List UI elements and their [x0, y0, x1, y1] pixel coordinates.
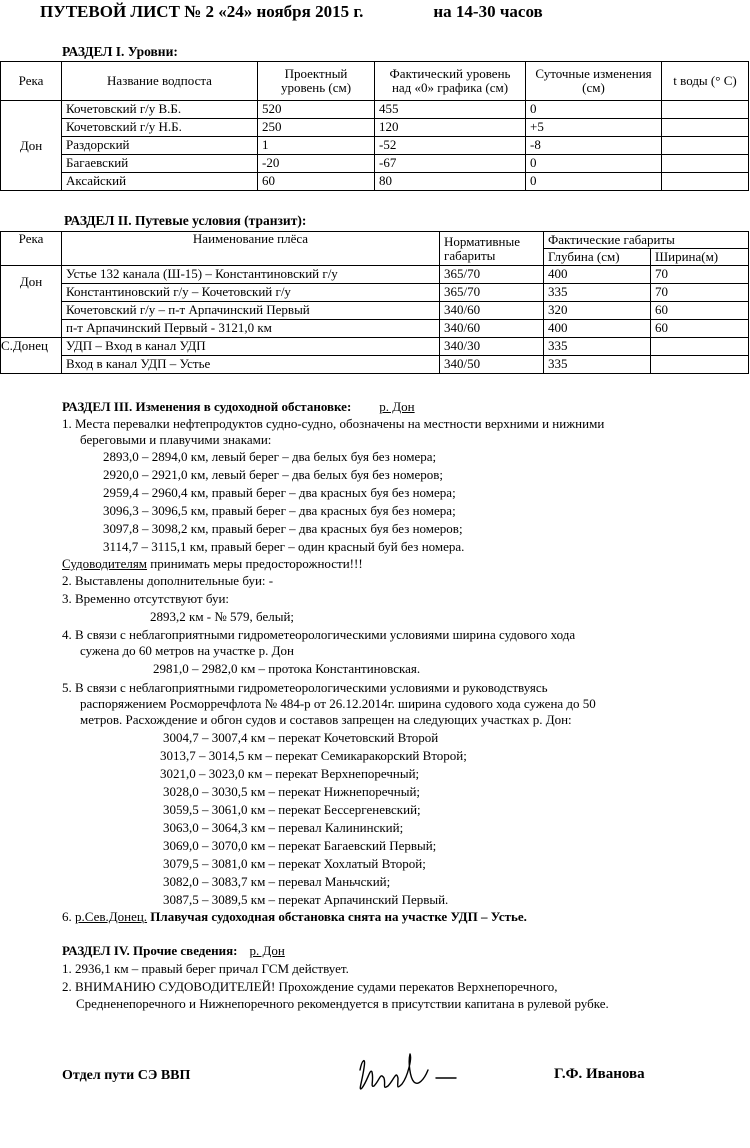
stretch-name: Устье 132 канала (Ш-15) – Константиновский г/у	[62, 266, 440, 284]
levels-header-row	[1, 62, 749, 101]
list-item: 3004,7 – 3007,4 км – перекат Кочетовский Второй	[163, 730, 439, 745]
design-level: 250	[258, 119, 375, 137]
width: 70	[651, 266, 749, 284]
list-item: 2981,0 – 2982,0 км – протока Константиновская.	[153, 661, 421, 676]
title-text: ПУТЕВОЙ ЛИСТ № 2 «24» ноября 2015 г.	[40, 2, 364, 21]
depth: 335	[544, 284, 651, 302]
normative: 340/50	[440, 356, 544, 374]
table-row	[1, 302, 749, 320]
s3-item5-line3: метров. Расхождение и обгон судов и составов запрещен на следующих участках р. Дон:	[80, 712, 572, 727]
table-row	[1, 284, 749, 302]
actual-level: 80	[375, 173, 526, 191]
title-time: на 14-30 часов	[433, 2, 543, 21]
list-item: 2893,2 км - № 579, белый;	[150, 609, 295, 624]
col-normative: Нормативные габариты	[440, 232, 544, 266]
col-design-level: Проектный уровень (см)	[258, 62, 375, 101]
width: 70	[651, 284, 749, 302]
actual-level: 120	[375, 119, 526, 137]
s3-item2: 2. Выставлены дополнительные буи: -	[62, 573, 274, 588]
station-name: Раздорский	[62, 137, 258, 155]
depth: 335	[544, 356, 651, 374]
s3-item4-line1: 4. В связи с неблагоприятными гидрометеорологическими условиями ширина судового хода	[62, 627, 576, 642]
stretch-name: Вход в канал УДП – Устье	[62, 356, 440, 374]
col-river: Река	[1, 62, 62, 101]
daily-change: 0	[526, 101, 662, 119]
daily-change: 0	[526, 155, 662, 173]
station-name: Кочетовский г/у Н.Б.	[62, 119, 258, 137]
depth: 335	[544, 338, 651, 356]
table-row	[1, 266, 749, 284]
list-item: 3021,0 – 3023,0 км – перекат Верхнепоречный;	[160, 766, 420, 781]
s3-item1-line2: береговыми и плавучими знаками:	[80, 432, 272, 447]
signer-name: Г.Ф. Иванова	[554, 1066, 645, 1082]
river-cell: Дон	[1, 266, 62, 338]
normative: 340/30	[440, 338, 544, 356]
list-item: 3028,0 – 3030,5 км – перекат Нижнепоречный;	[163, 784, 421, 799]
s3-item6-text: Плавучая судоходная обстановка снята на участке УДП – Устье.	[147, 909, 527, 924]
caution-word: Судоводителям	[62, 556, 148, 571]
water-temp	[662, 119, 749, 137]
list-item: 3059,5 – 3061,0 км – перекат Бессергеневский;	[163, 802, 421, 817]
col-depth: Глубина (см)	[544, 249, 651, 266]
caution-rest: принимать меры предосторожности!!!	[147, 556, 363, 571]
daily-change: 0	[526, 173, 662, 191]
design-level: 1	[258, 137, 375, 155]
col-daily-change: Суточные изменения (см)	[526, 62, 662, 101]
actual-level: -52	[375, 137, 526, 155]
table-row	[1, 155, 749, 173]
section4-river: р. Дон	[249, 943, 285, 958]
design-level: 60	[258, 173, 375, 191]
depth: 400	[544, 320, 651, 338]
normative: 365/70	[440, 266, 544, 284]
normative: 340/60	[440, 302, 544, 320]
col-actual-dims: Фактические габариты	[544, 232, 749, 249]
col-station: Название водпоста	[62, 62, 258, 101]
caution-line	[62, 556, 363, 572]
department-name: Отдел пути СЭ ВВП	[62, 1068, 191, 1083]
list-item: 3063,0 – 3064,3 км – перевал Калининский;	[163, 820, 404, 835]
list-item: 3079,5 – 3081,0 км – перекат Хохлатый Второй;	[163, 856, 426, 871]
s4-item2-line2: Средненепоречного и Нижнепоречного рекомендуется в присутствии капитана в рулевой рубке.	[76, 996, 609, 1011]
water-temp	[662, 101, 749, 119]
list-item: 3013,7 – 3014,5 км – перекат Семикаракорский Второй;	[160, 748, 467, 763]
daily-change: +5	[526, 119, 662, 137]
list-item: 2920,0 – 2921,0 км, левый берег – два белых буя без номеров;	[103, 467, 443, 482]
s4-item2-line1: 2. ВНИМАНИЮ СУДОВОДИТЕЛЕЙ! Прохождение судами перекатов Верхнепоречного,	[62, 979, 558, 994]
s3-item6	[62, 909, 527, 925]
s3-item4-line2: сужена до 60 метров на участке р. Дон	[80, 643, 294, 658]
stretch-name: п-т Арпачинский Первый - 3121,0 км	[62, 320, 440, 338]
list-item: 2893,0 – 2894,0 км, левый берег – два белых буя без номера;	[103, 449, 437, 464]
col-water-temp: t воды (° С)	[662, 62, 749, 101]
section3-heading	[62, 399, 415, 415]
s3-item1-line1: 1. Места перевалки нефтепродуктов судно-судно, обозначены на местности верхними и нижними	[62, 416, 605, 431]
table-row	[1, 137, 749, 155]
s3-item3: 3. Временно отсутствуют буи:	[62, 591, 230, 606]
table-row	[1, 119, 749, 137]
list-item: 3082,0 – 3083,7 км – перевал Маньчский;	[163, 874, 391, 889]
col-stretch: Наименование плёса	[62, 232, 440, 266]
table-row	[1, 320, 749, 338]
list-item: 3096,3 – 3096,5 км, правый берег – два красных буя без номера;	[103, 503, 456, 518]
water-temp	[662, 155, 749, 173]
width: 60	[651, 302, 749, 320]
route-header-row	[1, 232, 749, 249]
s3-item6-num: 6.	[62, 909, 75, 924]
col-river: Река	[1, 232, 62, 266]
design-level: 520	[258, 101, 375, 119]
col-actual-level: Фактический уровень над «0» графика (см)	[375, 62, 526, 101]
station-name: Кочетовский г/у В.Б.	[62, 101, 258, 119]
design-level: -20	[258, 155, 375, 173]
river-cell: Дон	[1, 101, 62, 191]
table-row	[1, 356, 749, 374]
width: 60	[651, 320, 749, 338]
depth: 320	[544, 302, 651, 320]
table-row	[1, 338, 749, 356]
stretch-name: УДП – Вход в канал УДП	[62, 338, 440, 356]
list-item: 3114,7 – 3115,1 км, правый берег – один красный буй без номера.	[103, 539, 465, 554]
page-title	[40, 2, 543, 22]
stretch-name: Константиновский г/у – Кочетовский г/у	[62, 284, 440, 302]
section3-title: РАЗДЕЛ III. Изменения в судоходной обстановке:	[62, 399, 352, 414]
section3-river: р. Дон	[379, 399, 415, 414]
col-width: Ширина(м)	[651, 249, 749, 266]
daily-change: -8	[526, 137, 662, 155]
actual-level: -67	[375, 155, 526, 173]
depth: 400	[544, 266, 651, 284]
water-temp	[662, 137, 749, 155]
route-table	[0, 231, 749, 374]
list-item: 3087,5 – 3089,5 км – перекат Арпачинский Первый.	[163, 892, 449, 907]
section4-heading	[62, 943, 285, 959]
s3-item5-line1: 5. В связи с неблагоприятными гидрометеорологическими условиями и руководствуясь	[62, 680, 548, 695]
table-row	[1, 101, 749, 119]
width	[651, 356, 749, 374]
levels-table	[0, 61, 749, 191]
station-name: Аксайский	[62, 173, 258, 191]
water-temp	[662, 173, 749, 191]
width	[651, 338, 749, 356]
section1-heading: РАЗДЕЛ I. Уровни:	[62, 44, 178, 59]
station-name: Багаевский	[62, 155, 258, 173]
list-item: 3069,0 – 3070,0 км – перекат Багаевский Первый;	[163, 838, 437, 853]
list-item: 2959,4 – 2960,4 км, правый берег – два красных буя без номера;	[103, 485, 456, 500]
s4-item1: 1. 2936,1 км – правый берег причал ГСМ действует.	[62, 961, 349, 976]
s3-item5-line2: распоряжением Росморречфлота № 484-р от 26.12.2014г. ширина судового хода сужена до 50	[80, 696, 596, 711]
river-cell: С.Донец	[1, 338, 62, 374]
list-item: 3097,8 – 3098,2 км, правый берег – два красных буя без номеров;	[103, 521, 463, 536]
handwritten-signature	[352, 1048, 472, 1098]
section4-title: РАЗДЕЛ IV. Прочие сведения:	[62, 943, 238, 958]
s3-item6-river: р.Сев.Донец.	[75, 909, 148, 924]
section2-heading: РАЗДЕЛ II. Путевые условия (транзит):	[64, 213, 307, 228]
actual-level: 455	[375, 101, 526, 119]
table-row	[1, 173, 749, 191]
normative: 365/70	[440, 284, 544, 302]
stretch-name: Кочетовский г/у – п-т Арпачинский Первый	[62, 302, 440, 320]
normative: 340/60	[440, 320, 544, 338]
